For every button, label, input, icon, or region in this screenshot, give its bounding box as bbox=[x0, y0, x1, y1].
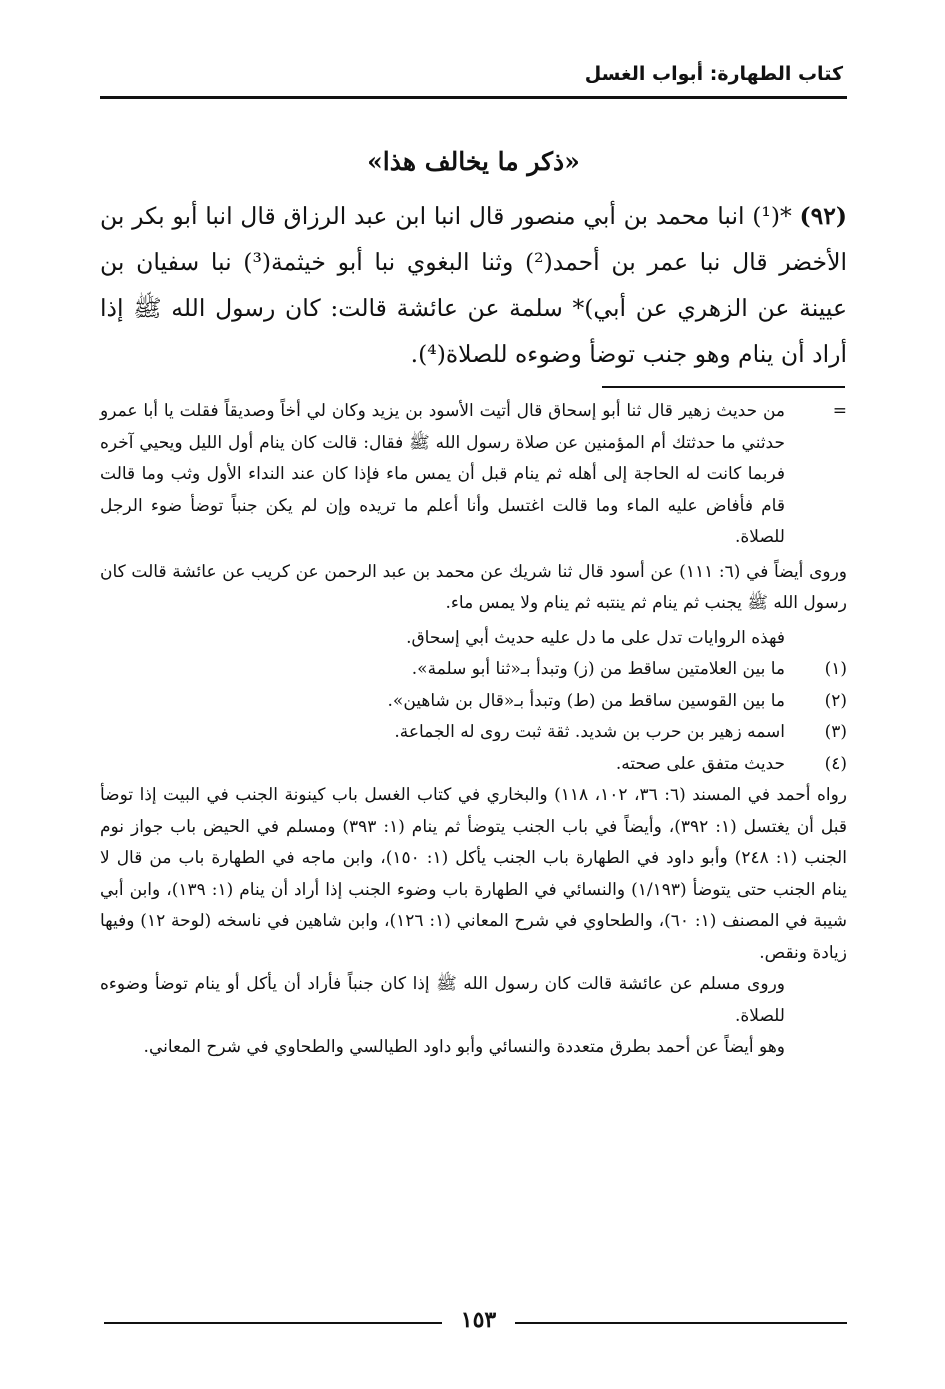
footnote-4-paragraph-1: رواه أحمد في المسند (٦: ٣٦، ١٠٢، ١١٨) والبخاري في كتاب الغسل باب كينونة الجنب في البيت إذا توضأ قبل أن يغتسل (١: ٣٩٢)، وأيضاً في باب الجنب يتوضأ ثم ينام (١: ٣٩٣) ومسلم في الحيض باب جواز نوم الجنب (١: ٢٤٨) وأبو داود في الطهارة باب الجنب يأكل (١: ١٥٠)، وابن ماجه في الطهارة باب من قال لا ينام الجنب حتى يتوضأ (١/١٩٣) والنسائي في الطهارة باب وضوء الجنب إذا أراد أن ينام (١: ١٣٩)، وابن أبي شيبة في المصنف (١: ٦٠)، والطحاوي في شرح المعاني (١: ١٢٦)، وابن شاهين في ناسخه (لوحة ١٢) وفيها زيادة ونقص. bbox=[100, 785, 848, 963]
continuation-mark: = bbox=[832, 401, 847, 421]
footnote-text: اسمه زهير بن حرب بن شديد. ثقة ثبت روى له الجماعة. bbox=[394, 722, 785, 742]
header-rule bbox=[100, 96, 847, 99]
hadith-paragraph bbox=[100, 193, 847, 377]
hadith-text: *(¹) انبا محمد بن أبي منصور قال انبا ابن عبد الرزاق قال انبا أبو بكر بن الأخضر قال نبا عمر بن أحمد(²) وثنا البغوي نبا أبو خيثمة(³) نبا سفيان بن عيينة عن الزهري عن أبي)* سلمة عن عائشة قالت: كان رسول الله ﷺ إذا أراد أن ينام وهو جنب توضأ وضوءه للصلاة(⁴). bbox=[100, 202, 848, 368]
footnote-4 bbox=[100, 749, 847, 781]
footnote-marker: (١) bbox=[824, 659, 847, 679]
footer-rule-left bbox=[104, 1322, 442, 1324]
continuation-paragraph-3: فهذه الروايات تدل على ما دل عليه حديث أبي إسحاق. bbox=[406, 627, 785, 648]
continuation-paragraph-2: وروى أيضاً في (٦: ١١١) عن أسود قال ثنا شريك عن محمد بن عبد الرحمن عن كريب عن عائشة قالت كان رسول الله ﷺ يجنب ثم ينام ثم ينتبه ثم ينام ولا يمس ماء. bbox=[100, 561, 848, 613]
footnote-3 bbox=[100, 717, 847, 749]
footnote-text: ما بين القوسين ساقط من (ط) وتبدأ بـ«قال بن شاهين». bbox=[387, 690, 785, 711]
footer-rule-right bbox=[515, 1322, 847, 1324]
page-number: ١٥٣ bbox=[460, 1307, 497, 1333]
footnote-text: ما بين العلامتين ساقط من (ز) وتبدأ بـ«ثنا أبو سلمة». bbox=[411, 659, 785, 679]
footnote-4-paragraph-2: وروى مسلم عن عائشة قالت كان رسول الله ﷺ إذا كان جنباً فأراد أن يأكل أو ينام توضأ وضوءه للصلاة. bbox=[100, 974, 785, 1026]
footnote-text: حديث متفق على صحته. bbox=[615, 753, 785, 774]
footnotes-block bbox=[100, 396, 847, 1064]
footnote-1 bbox=[100, 654, 847, 686]
footnote-separator bbox=[602, 386, 845, 388]
footnote-marker: (٤) bbox=[824, 753, 847, 774]
footnote-marker: (٣) bbox=[824, 722, 847, 742]
running-header: كتاب الطهارة: أبواب الغسل bbox=[584, 63, 843, 85]
footnote-4-paragraph-3: وهو أيضاً عن أحمد بطرق متعددة والنسائي وأبو داود الطيالسي والطحاوي في شرح المعاني. bbox=[143, 1037, 785, 1057]
footnote-continuation bbox=[100, 396, 847, 554]
footnote-2 bbox=[100, 686, 847, 718]
footnote-marker: (٢) bbox=[824, 690, 847, 711]
continuation-text: من حديث زهير قال ثنا أبو إسحاق قال أتيت الأسود بن يزيد وكان لي أخاً وصديقاً فقلت يا أبا عمرو حدثني ما حدثتك أم المؤمنين عن صلاة رسول الله ﷺ فقال: قالت كان ينام أول الليل ويحيي آخره فربما كانت له الحاجة إلى أهله ثم ينام قبل أن يمس ماء فإذا كان عند النداء الأول وثب وما قالت قام فأفاض عليه الماء وما قالت اغتسل وأنا أعلم ما تريده وإن لم يكن جنباً توضأ ضوء الرجل للصلاة. bbox=[100, 401, 785, 547]
section-title: «ذكر ما يخالف هذا» bbox=[367, 147, 580, 176]
page-footer bbox=[100, 1300, 847, 1340]
hadith-number: (٩٢) bbox=[799, 202, 847, 230]
